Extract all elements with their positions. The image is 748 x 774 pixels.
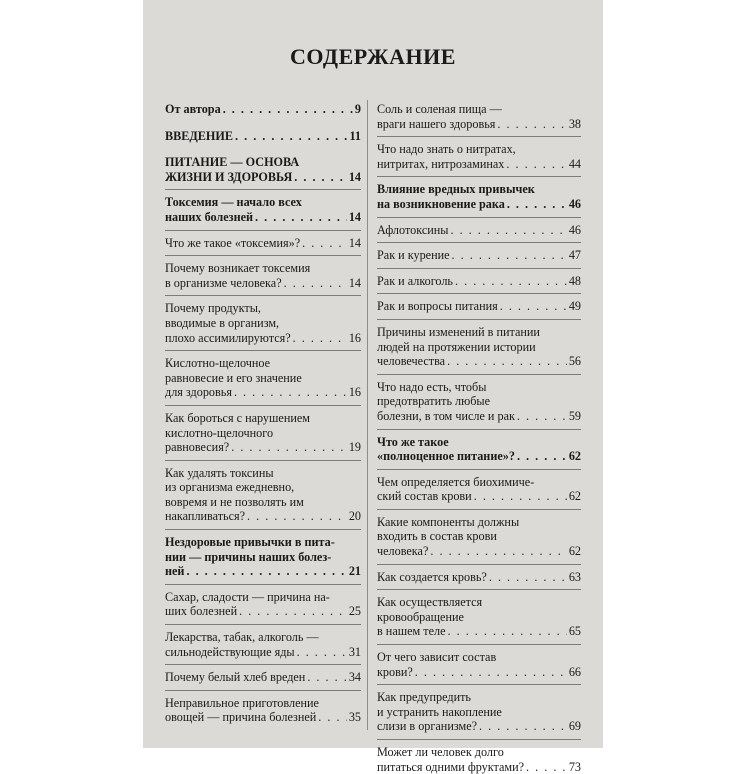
toc-entry-text: Влияние вредных привычек <box>377 182 535 197</box>
toc-entry-last-line <box>165 564 361 579</box>
toc-page-number: 9 <box>354 102 361 116</box>
toc-entry <box>377 102 581 131</box>
toc-entry-text: От автора <box>165 102 221 116</box>
toc-entry-text: нитритах, нитрозаминах <box>377 156 505 171</box>
toc-leader-dots <box>234 385 347 400</box>
toc-left-column <box>165 102 361 725</box>
toc-entry-text: вовремя и не позволять им <box>165 494 304 509</box>
toc-leader-dots <box>455 274 567 289</box>
toc-leader-dots <box>448 624 567 639</box>
toc-leader-dots <box>293 331 347 346</box>
toc-entry-text: из организма ежедневно, <box>165 480 295 495</box>
toc-entry <box>165 129 361 144</box>
toc-entry-last-line <box>165 276 361 291</box>
toc-entry <box>165 590 361 619</box>
toc-separator <box>165 529 361 530</box>
toc-separator <box>165 350 361 351</box>
toc-separator <box>377 268 581 269</box>
toc-entry <box>165 630 361 659</box>
toc-entry-last-line <box>377 157 581 172</box>
toc-leader-dots <box>489 570 567 585</box>
toc-leader-dots <box>450 223 566 238</box>
toc-entry-text: ших болезней <box>165 604 238 619</box>
toc-entry-text: Что же такое <box>377 434 449 449</box>
toc-page-number: 38 <box>568 116 581 131</box>
toc-leader-dots <box>235 129 347 144</box>
toc-entry-text: «полноценное питание»? <box>377 449 515 464</box>
toc-entry-last-line <box>165 670 361 685</box>
toc-entry-text: кровообращение <box>377 609 464 624</box>
toc-entry-text: От чего зависит состав <box>377 650 497 665</box>
toc-page-number: 66 <box>568 664 581 679</box>
toc-leader-dots <box>526 760 567 774</box>
toc-entry-text: Сахар, сладости — причина на- <box>165 589 330 604</box>
toc-entry-text: Рак и вопросы питания <box>377 299 498 314</box>
toc-page-number: 14 <box>348 209 361 224</box>
toc-entry-text: Почему продукты, <box>165 301 261 316</box>
toc-entry-text: ЖИЗНИ И ЗДОРОВЬЯ <box>165 169 293 184</box>
toc-leader-dots <box>297 645 347 660</box>
toc-entry-text: ней <box>165 564 185 579</box>
toc-spacer <box>165 117 361 129</box>
toc-entry-last-line <box>377 489 581 504</box>
toc-page-number: 46 <box>568 196 581 211</box>
toc-leader-dots <box>474 489 567 504</box>
toc-page-number: 16 <box>348 385 361 400</box>
toc-separator <box>377 293 581 294</box>
toc-entry-last-line <box>377 449 581 464</box>
toc-entry-text: Кислотно-щелочное <box>165 356 271 371</box>
toc-entry <box>165 356 361 400</box>
toc-entry-text: овощей — причина болезней <box>165 710 317 725</box>
toc-leader-dots <box>247 509 347 524</box>
toc-entry-text: равновесие и его значение <box>165 370 302 385</box>
toc-page-number: 59 <box>568 408 581 423</box>
toc-entry <box>377 570 581 585</box>
toc-page-number: 46 <box>568 222 581 237</box>
toc-entry <box>165 195 361 224</box>
toc-spacer <box>165 143 361 155</box>
toc-entry-text: наших болезней <box>165 209 254 224</box>
toc-entry-last-line <box>165 385 361 400</box>
toc-leader-dots <box>452 248 567 263</box>
toc-entry-text: входить в состав крови <box>377 529 497 544</box>
toc-page-number: 62 <box>568 449 581 464</box>
toc-entry-text: нии — причины наших болез- <box>165 549 332 564</box>
toc-entry-text: человека? <box>377 544 429 559</box>
toc-entry-text: Как создается кровь? <box>377 569 487 584</box>
toc-entry-text: Нездоровые привычки в пита- <box>165 535 335 550</box>
toc-page-number: 35 <box>348 710 361 725</box>
toc-entry-last-line <box>165 710 361 725</box>
toc-leader-dots <box>479 719 567 734</box>
toc-leader-dots <box>506 157 566 172</box>
toc-page-number: 34 <box>348 670 361 685</box>
toc-separator <box>165 460 361 461</box>
toc-entry-text: враги нашего здоровья <box>377 116 496 131</box>
toc-entry <box>165 301 361 345</box>
toc-page-number: 49 <box>568 299 581 314</box>
toc-separator <box>377 469 581 470</box>
toc-separator <box>377 684 581 685</box>
toc-entry-text: Почему белый хлеб вреден <box>165 670 306 685</box>
toc-entry-last-line <box>377 624 581 639</box>
toc-entry <box>377 325 581 369</box>
toc-page-number: 14 <box>348 235 361 250</box>
toc-entry-text: накапливаться? <box>165 509 246 524</box>
toc-page-number: 69 <box>568 719 581 734</box>
toc-entry-last-line <box>377 354 581 369</box>
toc-entry <box>377 274 581 289</box>
toc-entry-last-line <box>377 665 581 680</box>
toc-entry-text: Что надо знать о нитратах, <box>377 142 516 157</box>
toc-entry <box>165 236 361 251</box>
toc-entry <box>377 182 581 211</box>
toc-separator <box>165 189 361 190</box>
toc-leader-dots <box>307 670 346 685</box>
toc-page-number: 63 <box>568 569 581 584</box>
toc-entry <box>377 299 581 314</box>
toc-page-number: 62 <box>568 544 581 559</box>
toc-entry-text: в нашем теле <box>377 624 446 639</box>
toc-leader-dots <box>447 354 567 369</box>
toc-separator <box>377 176 581 177</box>
toc-entry-last-line <box>377 299 581 314</box>
toc-separator <box>377 509 581 510</box>
toc-entry-last-line <box>377 248 581 263</box>
toc-entry <box>165 102 361 117</box>
toc-page-number: 65 <box>568 624 581 639</box>
toc-leader-dots <box>223 102 353 117</box>
toc-leader-dots <box>415 665 567 680</box>
toc-page-number: 56 <box>568 354 581 369</box>
toc-page-number: 62 <box>568 489 581 504</box>
toc-page-number: 31 <box>348 644 361 659</box>
toc-leader-dots <box>284 276 347 291</box>
toc-entry-text: равновесия? <box>165 440 230 455</box>
toc-page-number: 14 <box>348 169 361 184</box>
toc-entry <box>377 380 581 424</box>
page-title: СОДЕРЖАНИЕ <box>290 44 456 69</box>
toc-leader-dots <box>294 170 347 185</box>
toc-entry <box>377 223 581 238</box>
toc-separator <box>165 405 361 406</box>
toc-page-number: 48 <box>568 273 581 288</box>
toc-entry-last-line <box>165 236 361 251</box>
toc-separator <box>377 564 581 565</box>
toc-page-number: 25 <box>348 604 361 619</box>
toc-entry-last-line <box>377 760 581 774</box>
toc-entry-text: сильнодействующие яды <box>165 644 295 659</box>
toc-entry-text: Может ли человек долго <box>377 745 504 759</box>
toc-separator <box>377 589 581 590</box>
toc-leader-dots <box>430 544 566 559</box>
toc-entry-text: крови? <box>377 664 413 679</box>
toc-entry-text: Как удалять токсины <box>165 465 274 480</box>
toc-entry-last-line <box>377 544 581 559</box>
toc-separator <box>377 217 581 218</box>
toc-entry-text: кислотно-щелочного <box>165 425 274 440</box>
toc-separator <box>377 644 581 645</box>
toc-entry <box>377 745 581 774</box>
toc-entry-text: плохо ассимилируются? <box>165 330 291 345</box>
toc-entry-text: на возникновение рака <box>377 196 505 211</box>
toc-entry-text: Причины изменений в питании <box>377 324 540 339</box>
toc-leader-dots <box>231 440 347 455</box>
toc-entry-last-line <box>377 197 581 212</box>
toc-entry-text: Неправильное приготовление <box>165 695 319 710</box>
toc-entry-text: болезни, в том числе и рак <box>377 408 515 423</box>
toc-entry-last-line <box>165 645 361 660</box>
toc-entry <box>377 475 581 504</box>
toc-entry-text: ПИТАНИЕ — ОСНОВА <box>165 155 300 170</box>
toc-entry <box>165 466 361 524</box>
toc-entry-text: Как бороться с нарушением <box>165 410 310 425</box>
toc-entry-text: ВВЕДЕНИЕ <box>165 128 233 143</box>
toc-entry-text: вводимые в организм, <box>165 315 280 330</box>
toc-entry-last-line <box>165 440 361 455</box>
toc-entry-text: ский состав крови <box>377 489 472 504</box>
toc-entry-text: предотвратить любые <box>377 394 491 409</box>
toc-entry-last-line <box>165 129 361 144</box>
toc-separator <box>377 136 581 137</box>
toc-page-number: 73 <box>568 759 581 774</box>
toc-page-number: 19 <box>348 440 361 455</box>
toc-entry <box>377 515 581 559</box>
toc-entry-last-line <box>377 223 581 238</box>
toc-entry-last-line <box>377 117 581 132</box>
toc-entry-last-line <box>377 570 581 585</box>
toc-entry-text: Как осуществляется <box>377 595 483 610</box>
toc-separator <box>377 739 581 740</box>
toc-entry <box>377 595 581 639</box>
toc-entry-text: Чем определяется биохимиче- <box>377 474 535 489</box>
toc-separator <box>377 242 581 243</box>
toc-entry-last-line <box>165 210 361 225</box>
toc-entry <box>377 142 581 171</box>
toc-leader-dots <box>497 117 566 132</box>
toc-separator <box>165 295 361 296</box>
toc-entry-last-line <box>377 409 581 424</box>
toc-entry <box>377 690 581 734</box>
toc-page-number: 44 <box>568 156 581 171</box>
toc-entry-last-line <box>377 719 581 734</box>
toc-entry-text: Что же такое «токсемия»? <box>165 235 301 250</box>
toc-leader-dots <box>302 236 347 251</box>
toc-entry-text: Что надо есть, чтобы <box>377 379 487 394</box>
toc-entry <box>165 535 361 579</box>
toc-entry-last-line <box>165 509 361 524</box>
toc-entry-last-line <box>165 102 361 117</box>
toc-page-number: 14 <box>348 275 361 290</box>
toc-entry-text: Афлотоксины <box>377 222 449 237</box>
toc-entry-text: для здоровья <box>165 385 232 400</box>
toc-leader-dots <box>517 409 567 424</box>
toc-separator <box>377 319 581 320</box>
toc-entry <box>165 155 361 184</box>
toc-separator <box>165 664 361 665</box>
toc-right-column <box>377 102 581 774</box>
toc-entry-text: Лекарства, табак, алкоголь — <box>165 630 319 645</box>
toc-entry <box>165 670 361 685</box>
toc-separator <box>377 429 581 430</box>
toc-entry <box>377 650 581 679</box>
toc-separator <box>377 374 581 375</box>
toc-leader-dots <box>318 710 347 725</box>
toc-entry <box>377 435 581 464</box>
toc-leader-dots <box>239 604 347 619</box>
toc-separator <box>165 690 361 691</box>
toc-entry-text: Рак и курение <box>377 248 450 263</box>
toc-page-number: 21 <box>348 564 361 579</box>
toc-entry-text: Почему возникает токсемия <box>165 261 311 276</box>
toc-entry-text: в организме человека? <box>165 275 282 290</box>
toc-leader-dots <box>500 299 567 314</box>
toc-entry-text: слизи в организме? <box>377 719 478 734</box>
toc-page-number: 11 <box>349 128 361 143</box>
toc-separator <box>165 230 361 231</box>
toc-entry-text: Какие компоненты должны <box>377 514 520 529</box>
toc-entry-text: людей на протяжении истории <box>377 339 536 354</box>
toc-entry-text: и устранить накопление <box>377 704 502 719</box>
toc-page-number: 16 <box>348 330 361 345</box>
toc-entry <box>165 696 361 725</box>
toc-entry-last-line <box>165 604 361 619</box>
toc-entry-last-line <box>165 331 361 346</box>
toc-entry-text: Соль и соленая пища — <box>377 102 502 116</box>
toc-entry-text: Как предупредить <box>377 690 471 705</box>
toc-leader-dots <box>186 564 346 579</box>
book-page <box>143 0 603 774</box>
toc-entry-last-line <box>377 274 581 289</box>
toc-leader-dots <box>507 197 567 212</box>
toc-page-number: 47 <box>568 248 581 263</box>
column-divider <box>367 100 368 730</box>
toc-leader-dots <box>517 449 567 464</box>
toc-entry-text: питаться одними фруктами? <box>377 759 525 774</box>
toc-entry <box>165 411 361 455</box>
toc-page-number: 20 <box>348 509 361 524</box>
toc-entry <box>165 261 361 290</box>
toc-separator <box>165 624 361 625</box>
toc-entry <box>377 248 581 263</box>
toc-entry-last-line <box>165 170 361 185</box>
toc-entry-text: человечества <box>377 354 446 369</box>
toc-separator <box>165 255 361 256</box>
toc-separator <box>165 584 361 585</box>
toc-leader-dots <box>255 210 347 225</box>
toc-entry-text: Рак и алкоголь <box>377 273 453 288</box>
toc-entry-text: Токсемия — начало всех <box>165 195 302 210</box>
